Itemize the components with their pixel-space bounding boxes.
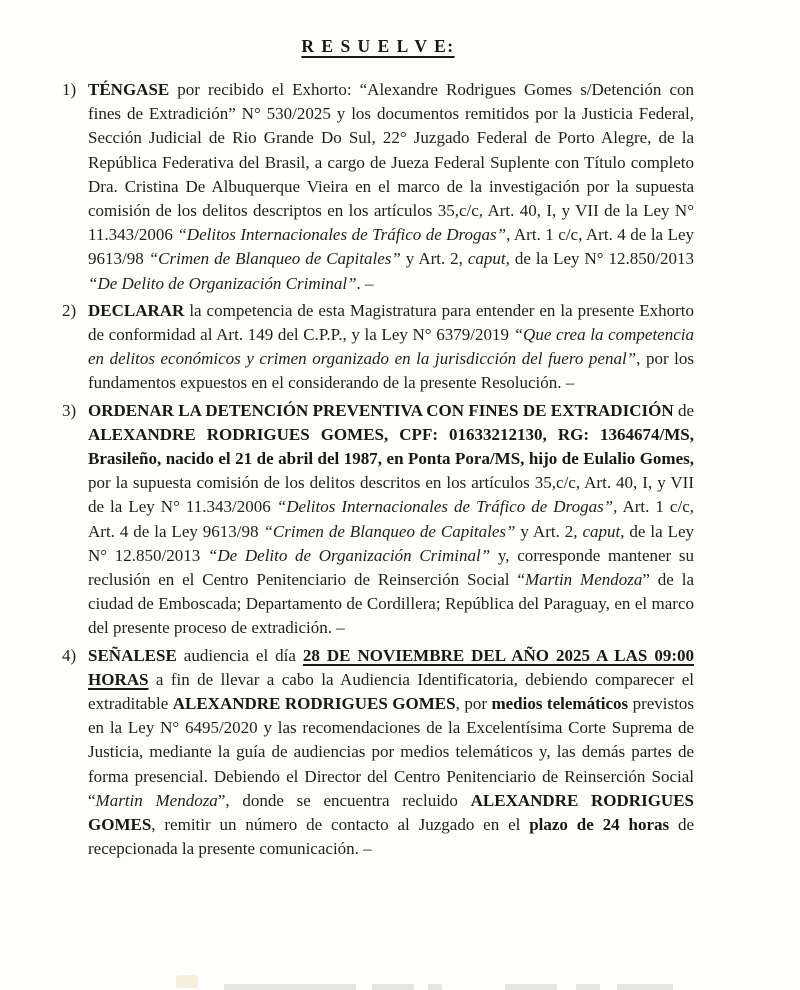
text-segment: DECLARAR [88, 300, 185, 320]
text-segment: “De Delito de Organización Criminal” [207, 545, 491, 565]
resolution-item [62, 644, 694, 862]
text-segment: , por los fundamentos expuestos en el considerando de la presente Resolución. – [88, 349, 694, 393]
cutoff-mark [576, 984, 600, 990]
text-segment: de [673, 400, 694, 420]
text-segment: audiencia el día [176, 645, 303, 665]
text-segment: “Delitos Internacionales de Tráfico de Drogas” [276, 497, 614, 517]
text-segment: “De Delito de Organización Criminal” [88, 273, 357, 293]
item-text [88, 644, 694, 862]
text-segment: caput [582, 521, 621, 541]
document-title-text: R E S U E L V E: [301, 36, 455, 56]
cutoff-mark [372, 984, 414, 990]
item-number: 2) [62, 300, 77, 320]
text-segment: ALEXANDRE RODRIGUES GOMES [88, 790, 694, 835]
document-title [62, 36, 694, 57]
text-segment: plazo de 24 horas [529, 815, 670, 835]
text-segment: y Art. 2, [400, 249, 468, 269]
text-segment: “Que crea la competencia en delitos económicos y crimen organizado en la jurisdicción del fuero penal” [88, 325, 694, 369]
text-segment: , por [455, 694, 492, 714]
text-segment: y Art. 2, [515, 521, 583, 541]
text-segment: Martin Mendoza [95, 790, 218, 810]
text-segment: previstos en la Ley N° 6495/2020 y las recomendaciones de la Excelentísima Corte Suprema de Justicia, mediante la guía de audiencias por medios telemáticos y, las demás partes de forma presencial. Debiendo el Director del Centro Penitenciario de Reinserción Social “ [88, 694, 694, 810]
resolution-item [62, 299, 694, 396]
text-segment: 28 DE NOVIEMBRE DEL AÑO 2025 A LAS 09:00 HORAS [88, 645, 694, 689]
text-segment: SEÑALESE [88, 645, 177, 665]
text-segment: caput [467, 249, 506, 269]
item-text [88, 78, 694, 296]
text-segment: , de la Ley N° 12.850/2013 [88, 521, 694, 565]
cutoff-mark [505, 984, 557, 990]
text-segment: Martin Mendoza [524, 570, 643, 590]
item-text [88, 299, 694, 396]
item-text [88, 399, 694, 641]
text-segment: “Crimen de Blanqueo de Capitales” [263, 521, 516, 541]
text-segment: y, corresponde mantener su reclusión en el Centro Penitenciario de Reinserción Social “ [88, 545, 694, 590]
resolution-list [62, 78, 694, 862]
scan-smudge [176, 975, 198, 988]
text-segment: medios telemáticos [491, 694, 629, 714]
text-segment: , Art. 1 c/c, Art. 4 de la Ley 9613/98 [88, 225, 694, 269]
text-segment: , remitir un número de contacto al Juzgado en el [151, 815, 530, 835]
text-segment: “Delitos Internacionales de Tráfico de Drogas” [177, 225, 507, 245]
text-segment: por recibido el Exhorto: “Alexandre Rodrigues Gomes s/Detención con fines de Extradición” N° 530/2025 y los documentos remitidos por la Justicia Federal, Sección Judicial de Rio Grande Do Sul, 22° Juzgado Federal de Porto Alegre, de la República Federativa del Brasil, a cargo de Jueza Federal Suplente con Título completo Dra. Cristina De Albuquerque Vieira en el marco de la investigación por la supuesta comisión de los delitos descriptos en los artículos 35,c/c, Art. 40, I, y VII de la Ley N° 11.343/2006 [88, 80, 694, 245]
text-segment: . – [356, 273, 374, 293]
cutoff-mark [428, 984, 442, 990]
text-segment: la competencia de esta Magistratura para entender en la presente Exhorto de conformidad al Art. 149 del C.P.P., y la Ley N° 6379/2019 [88, 300, 694, 345]
text-segment: , Art. 1 c/c, Art. 4 de la Ley 9613/98 [88, 497, 694, 541]
resolution-item [62, 78, 694, 296]
text-segment: ” de la ciudad de Emboscada; Departamento de Cordillera; República del Paraguay, en el marco del presente proceso de extradición. – [88, 570, 695, 638]
text-segment: a fin de llevar a cabo la Audiencia Identificatoria, debiendo comparecer el extraditable [88, 669, 694, 714]
item-number: 3) [62, 400, 77, 420]
text-segment: ALEXANDRE RODRIGUES GOMES [172, 694, 456, 714]
text-segment: “Crimen de Blanqueo de Capitales” [148, 249, 401, 269]
text-segment: ORDENAR LA DETENCIÓN PREVENTIVA CON FINES DE EXTRADICIÓN [88, 400, 674, 420]
text-segment: de recepcionada la presente comunicación. – [88, 815, 695, 859]
text-segment: ”, donde se encuentra recluido [217, 790, 471, 810]
scan-cutoff-artifact [0, 974, 800, 988]
text-segment: , de la Ley N° 12.850/2013 [505, 249, 694, 269]
item-number: 1) [62, 80, 77, 99]
text-segment: por la supuesta comisión de los delitos descritos en los artículos 35,c/c, Art. 40, I, y VII de la Ley N° 11.343/2006 [88, 473, 694, 517]
item-number: 4) [62, 645, 77, 665]
cutoff-mark [617, 984, 673, 990]
resolution-item [62, 399, 694, 641]
cutoff-mark [224, 984, 356, 990]
text-segment: TÉNGASE [88, 80, 170, 99]
text-segment: ALEXANDRE RODRIGUES GOMES, CPF: 01633212130, RG: 1364674/MS, Brasileño, nacido el 21 de abril del 1987, en Ponta Pora/MS, hijo de Eulalio Gomes, [88, 424, 694, 469]
